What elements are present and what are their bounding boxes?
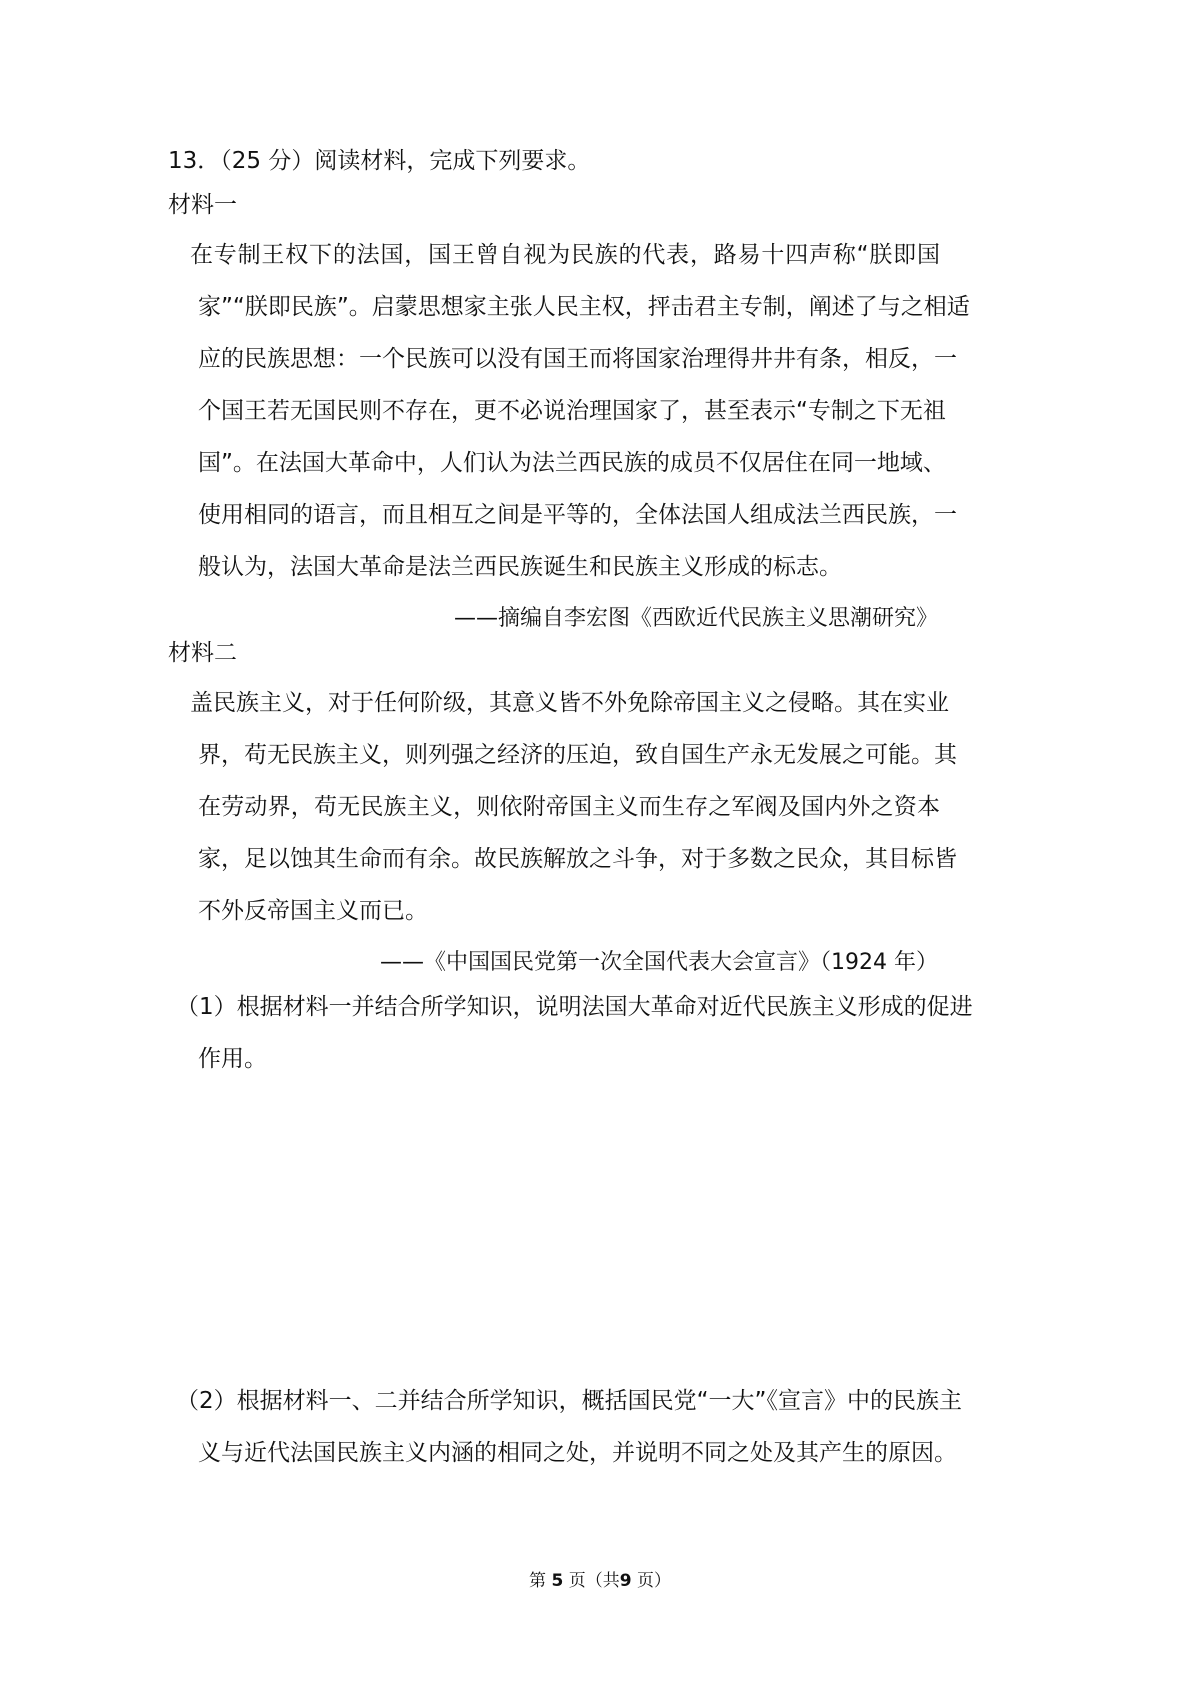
footer-page-number: 5 bbox=[551, 1571, 564, 1591]
material-2-line: 界，苟无民族主义，则列强之经济的压迫，致自国生产永无发展之可能。其 bbox=[198, 742, 957, 768]
material-2-line: 不外反帝国主义而已。 bbox=[198, 898, 428, 924]
material-1-line: 般认为，法国大革命是法兰西民族诞生和民族主义形成的标志。 bbox=[198, 554, 842, 580]
material-2-line: 盖民族主义，对于任何阶级，其意义皆不外免除帝国主义之侵略。其在实业 bbox=[190, 690, 949, 716]
question-header: 13．（25 分）阅读材料，完成下列要求。 bbox=[168, 148, 591, 174]
page-footer bbox=[0, 1569, 1200, 1593]
footer-prefix: 第 bbox=[529, 1571, 547, 1591]
material-2-line: 家，足以蚀其生命而有余。故民族解放之斗争，对于多数之民众，其目标皆 bbox=[198, 846, 957, 872]
sub-question-2-line: 义与近代法国民族主义内涵的相同之处，并说明不同之处及其产生的原因。 bbox=[198, 1440, 957, 1466]
sub-question-2-line: （2）根据材料一、二并结合所学知识，概括国民党“一大”《宣言》中的民族主 bbox=[176, 1388, 962, 1414]
sub-question-1-line: （1）根据材料一并结合所学知识，说明法国大革命对近代民族主义形成的促进 bbox=[176, 994, 973, 1020]
material-1-source: ——摘编自李宏图《西欧近代民族主义思潮研究》 bbox=[453, 606, 938, 631]
material-1-line: 应的民族思想：一个民族可以没有国王而将国家治理得井井有条，相反，一 bbox=[198, 346, 957, 372]
material-1-line: 个国王若无国民则不存在，更不必说治理国家了，甚至表示“专制之下无祖 bbox=[198, 398, 946, 424]
material-1-line: 家”“朕即民族”。启蒙思想家主张人民主权，抨击君主专制，阐述了与之相适 bbox=[198, 294, 970, 320]
material-2-source: ——《中国国民党第一次全国代表大会宣言》（1924 年） bbox=[380, 950, 938, 975]
material-1-line: 国”。在法国大革命中，人们认为法兰西民族的成员不仅居住在同一地域、 bbox=[198, 450, 946, 476]
footer-total-pages: 9 bbox=[619, 1571, 632, 1591]
material-2-label: 材料二 bbox=[168, 640, 237, 666]
material-2-line: 在劳动界，苟无民族主义，则依附帝国主义而生存之军阀及国内外之资本 bbox=[198, 794, 940, 820]
material-1-line: 使用相同的语言，而且相互之间是平等的，全体法国人组成法兰西民族，一 bbox=[198, 502, 957, 528]
material-1-label: 材料一 bbox=[168, 192, 237, 218]
footer-middle: 页（共 bbox=[568, 1571, 620, 1591]
material-1-line: 在专制王权下的法国，国王曾自视为民族的代表，路易十四声称“朕即国 bbox=[190, 242, 940, 268]
sub-question-1-line: 作用。 bbox=[198, 1046, 267, 1072]
footer-suffix: 页） bbox=[636, 1571, 671, 1591]
